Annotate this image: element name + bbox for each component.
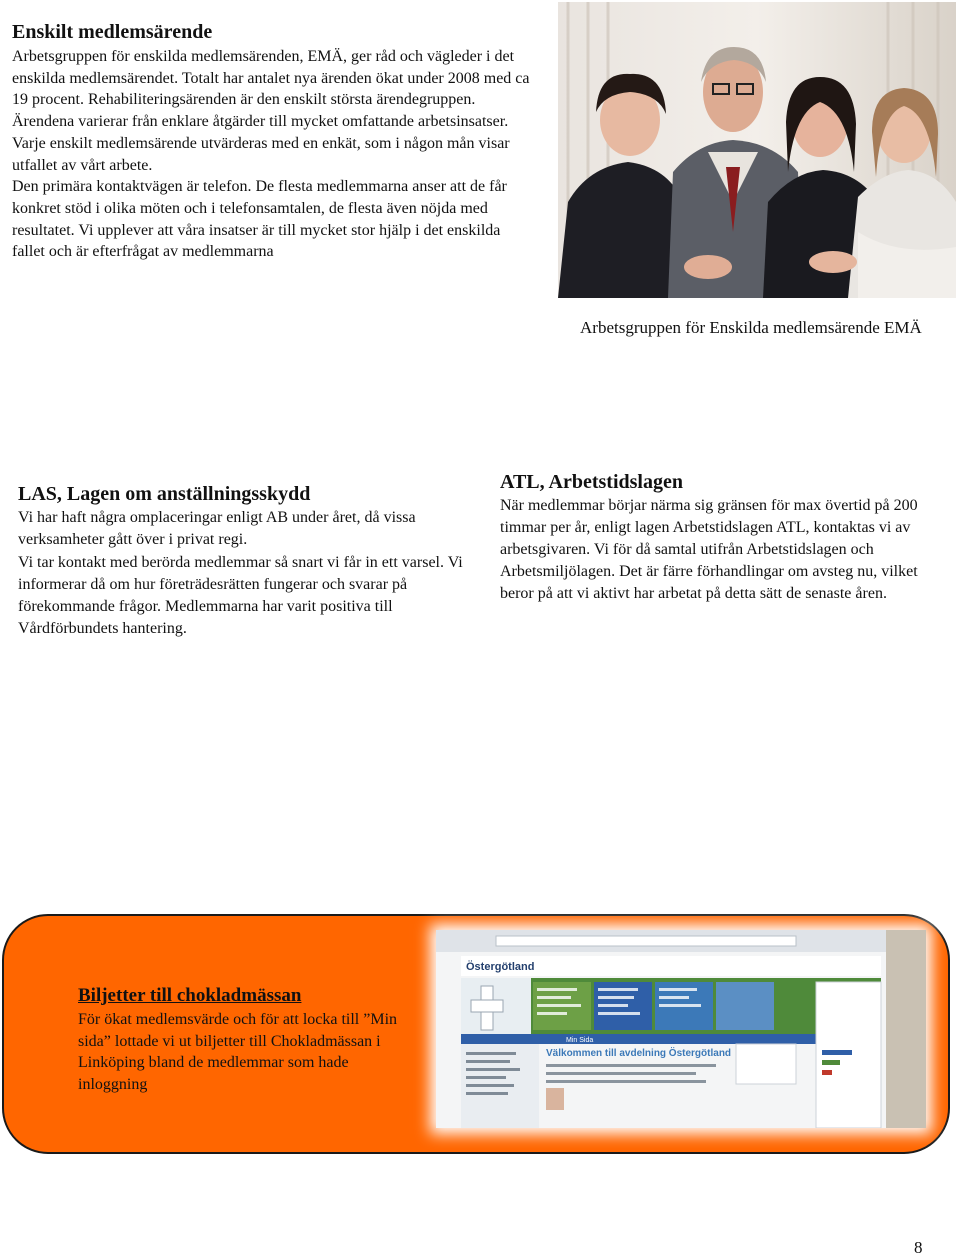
section-las bbox=[18, 482, 478, 641]
section-title: ATL, Arbetstidslagen bbox=[500, 471, 683, 493]
photo-caption: Arbetsgruppen för Enskilda medlemsärende EMÄ bbox=[580, 318, 922, 337]
section-enskilt-medlemsarende bbox=[12, 20, 532, 263]
site-title: Östergötland bbox=[466, 961, 535, 973]
site-welcome: Välkommen till avdelning Östergötland bbox=[546, 1048, 732, 1059]
section-atl bbox=[500, 470, 940, 605]
paragraph: Vi tar kontakt med berörda medlemmar så snart vi får in ett varsel. Vi informerar då om hur företrädesrätten fungerar och svarar på förekommande frågor. Medlemmarna har varit positiva till Vårdförbundets hantering. bbox=[18, 553, 463, 638]
paragraph: Arbetsgruppen för enskilda medlemsärenden, EMÄ, ger råd och vägleder i det enskilda medlemsärendet. Totalt har antalet nya ärenden ökat under 2008 med ca 19 procent. Rehabiliteringsärenden är den enskilt största ärendegruppen. Ärendena varierar från enklare åtgärder till mycket omfattande arbetsinsatser. bbox=[12, 48, 530, 131]
paragraph: Varje enskilt medlemsärende utvärderas med en enkät, som i någon mån visar utfallet av vårt arbete. bbox=[12, 134, 510, 174]
section-title: LAS, Lagen om anställningsskydd bbox=[18, 483, 311, 505]
section-title: Biljetter till chokladmässan bbox=[78, 985, 302, 1006]
section-title: Enskilt medlemsärende bbox=[12, 21, 213, 43]
page-number: 8 bbox=[914, 1238, 923, 1257]
site-tab-min-sida: Min Sida bbox=[566, 1037, 594, 1044]
paragraph: Den primära kontaktvägen är telefon. De flesta medlemmarna anser att de får konkret stöd i olika möten och i telefonsamtalen, de flesta även nöjda med resultatet. Vi upplever att våra insatser är till mycket stor hjälp i det enskilda fallet och är efterfrågat av medlemmarna bbox=[12, 178, 507, 261]
paragraph: För ökat medlemsvärde och för att locka till ”Min sida” lottade vi ut biljetter till Chokladmässan i Linköping bland de medlemmar som hade inloggning bbox=[78, 1011, 398, 1093]
paragraph: När medlemmar börjar närma sig gränsen för max övertid på 200 timmar per år, enligt lagen Arbetstidslagen ATL, kontaktas vi av arbetsgivaren. Vi för då samtal utifrån Arbetstidslagen och Arbetsmiljölagen. Det är färre förhandlingar om avsteg nu, vilket beror på att vi aktivt har arbetat på detta sätt de senaste åren. bbox=[500, 497, 918, 602]
group-photo bbox=[558, 2, 956, 298]
section-chokladmassan bbox=[78, 984, 418, 1095]
website-screenshot bbox=[436, 930, 926, 1128]
paragraph: Vi har haft några omplaceringar enligt AB under året, då vissa verksamheter gått över i privat regi. bbox=[18, 509, 416, 549]
